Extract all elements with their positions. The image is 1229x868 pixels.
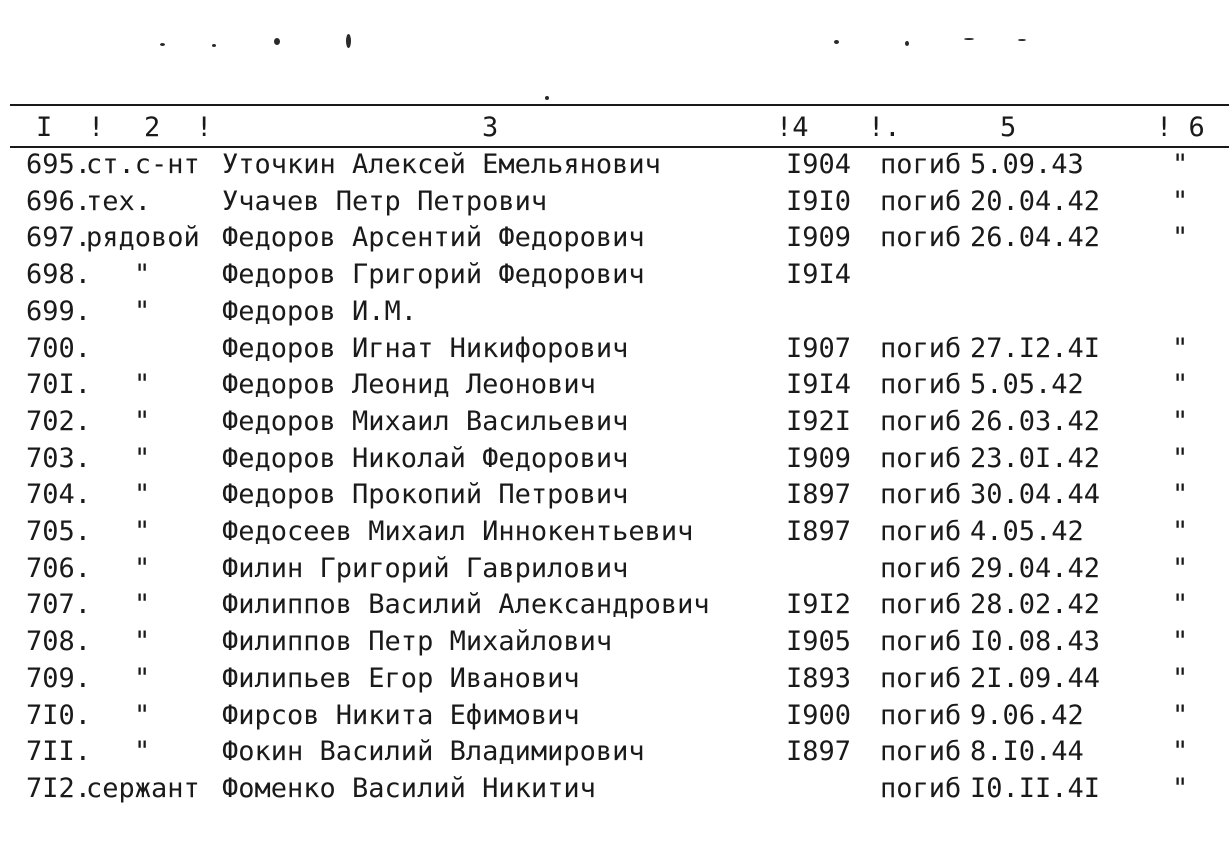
table-row [0,151,1229,187]
row-full-name: Федоров Григорий Федорович [222,259,645,290]
row-date: 2I.09.44 [970,663,1101,694]
row-remark: " [1172,516,1189,547]
table-row [0,702,1229,738]
scan-speck [274,38,280,45]
row-birth-year: I897 [786,479,852,510]
row-number: 695. [26,149,92,180]
row-full-name: Фокин Василий Владимирович [222,736,645,767]
table-row [0,261,1229,297]
row-number: 698. [26,259,92,290]
row-date: I0.08.43 [970,626,1101,657]
table-row [0,224,1229,260]
row-remark: " [1172,626,1189,657]
row-remark: " [1172,333,1189,364]
row-birth-year: I9I0 [786,186,852,217]
row-full-name: Учачев Петр Петрович [222,186,548,217]
table-top-rule [10,104,1229,106]
row-remark: " [1172,369,1189,400]
row-birth-year: I9I2 [786,589,852,620]
row-birth-year: I907 [786,333,852,364]
row-remark: " [1172,736,1189,767]
row-rank: " [134,663,151,694]
row-number: 70I. [26,369,92,400]
table-row [0,518,1229,554]
header-col-4: !4 [776,112,809,143]
row-rank: " [134,589,151,620]
row-rank: " [134,553,151,584]
row-number: 696. [26,186,92,217]
table-row [0,445,1229,481]
table-row [0,335,1229,371]
row-remark: " [1172,553,1189,584]
table-header [0,114,1229,150]
row-date: 23.0I.42 [970,443,1101,474]
row-rank: рядовой [86,222,200,253]
row-number: 7I0. [26,700,92,731]
row-rank: " [134,259,151,290]
header-col-1: I [36,112,53,143]
row-full-name: Уточкин Алексей Емельянович [222,149,661,180]
row-rank: " [134,406,151,437]
row-number: 708. [26,626,92,657]
row-number: 705. [26,516,92,547]
row-status: погиб [880,333,962,364]
row-rank: тех. [86,186,152,217]
row-full-name: Федоров Михаил Васильевич [222,406,629,437]
row-remark: " [1172,479,1189,510]
row-full-name: Филиппов Петр Михайлович [222,626,613,657]
row-rank: ст.с-нт [86,149,200,180]
scan-speck [1018,39,1026,41]
row-date: 29.04.42 [970,553,1101,584]
table-row [0,188,1229,224]
row-full-name: Филиппов Василий Александрович [222,589,710,620]
row-date: 4.05.42 [970,516,1084,547]
row-birth-year: I9I4 [786,259,852,290]
row-date: 20.04.42 [970,186,1101,217]
row-date: 5.05.42 [970,369,1084,400]
row-rank: " [134,626,151,657]
row-birth-year: I9I4 [786,369,852,400]
row-birth-year: I897 [786,516,852,547]
row-rank: " [134,296,151,327]
table-row [0,665,1229,701]
row-status: погиб [880,700,962,731]
table-row [0,298,1229,334]
row-status: погиб [880,443,962,474]
row-status: погиб [880,516,962,547]
row-number: 707. [26,589,92,620]
row-status: погиб [880,222,962,253]
row-date: 8.I0.44 [970,736,1084,767]
header-col-5: 5 [1000,112,1017,143]
row-status: погиб [880,406,962,437]
row-rank: " [134,443,151,474]
row-remark: " [1172,406,1189,437]
row-status: погиб [880,773,962,804]
row-date: 27.I2.4I [970,333,1101,364]
row-remark: " [1172,443,1189,474]
table-row [0,738,1229,774]
row-number: 7I2. [26,773,92,804]
header-col-6: ! 6 [1156,112,1205,143]
table-row [0,591,1229,627]
row-number: 697. [26,222,92,253]
row-birth-year: I909 [786,222,852,253]
table-row [0,408,1229,444]
table-row [0,555,1229,591]
row-full-name: Федоров И.М. [222,296,418,327]
row-rank: " [134,736,151,767]
row-number: 7II. [26,736,92,767]
row-remark: " [1172,186,1189,217]
row-birth-year: I905 [786,626,852,657]
scan-speck [160,43,165,46]
row-number: 706. [26,553,92,584]
scan-speck [545,96,549,100]
row-remark: " [1172,222,1189,253]
row-date: 26.04.42 [970,222,1101,253]
row-remark: " [1172,663,1189,694]
row-number: 700. [26,333,92,364]
row-full-name: Филин Григорий Гаврилович [222,553,629,584]
row-date: 26.03.42 [970,406,1101,437]
row-remark: " [1172,700,1189,731]
row-birth-year: I92I [786,406,852,437]
table-row [0,775,1229,811]
row-rank: " [134,516,151,547]
header-separator: ! [196,112,213,143]
header-col-2: 2 [144,112,161,143]
row-rank: " [134,369,151,400]
row-date: I0.II.4I [970,773,1101,804]
header-col-3: 3 [482,112,499,143]
row-birth-year: I904 [786,149,852,180]
row-status: погиб [880,479,962,510]
row-full-name: Фирсов Никита Ефимович [222,700,580,731]
row-birth-year: I900 [786,700,852,731]
row-birth-year: I893 [786,663,852,694]
row-status: погиб [880,663,962,694]
scan-speck [834,40,839,44]
row-full-name: Федоров Арсентий Федорович [222,222,645,253]
table-row [0,481,1229,517]
row-number: 704. [26,479,92,510]
row-status: погиб [880,186,962,217]
row-number: 699. [26,296,92,327]
header-separator: !. [868,112,901,143]
row-full-name: Федоров Николай Федорович [222,443,629,474]
row-date: 28.02.42 [970,589,1101,620]
scan-speck [346,34,351,48]
row-full-name: Федосеев Михаил Иннокентьевич [222,516,694,547]
row-remark: " [1172,589,1189,620]
row-number: 703. [26,443,92,474]
row-status: погиб [880,553,962,584]
row-birth-year: I909 [786,443,852,474]
scan-speck [905,41,909,46]
row-rank: сержант [86,773,200,804]
row-full-name: Федоров Леонид Леонович [222,369,596,400]
row-date: 9.06.42 [970,700,1084,731]
row-number: 709. [26,663,92,694]
table-row [0,371,1229,407]
row-remark: " [1172,149,1189,180]
header-separator: ! [88,112,105,143]
row-status: погиб [880,369,962,400]
row-full-name: Фоменко Василий Никитич [222,773,596,804]
row-date: 30.04.44 [970,479,1101,510]
row-status: погиб [880,736,962,767]
table-row [0,628,1229,664]
row-rank: " [134,700,151,731]
row-birth-year: I897 [786,736,852,767]
row-rank: " [134,479,151,510]
row-number: 702. [26,406,92,437]
row-full-name: Федоров Прокопий Петрович [222,479,629,510]
row-status: погиб [880,589,962,620]
row-status: погиб [880,149,962,180]
row-full-name: Федоров Игнат Никифорович [222,333,629,364]
scan-speck [212,44,216,47]
row-remark: " [1172,773,1189,804]
row-full-name: Филипьев Егор Иванович [222,663,580,694]
row-status: погиб [880,626,962,657]
row-date: 5.09.43 [970,149,1084,180]
scan-speck [964,38,974,40]
